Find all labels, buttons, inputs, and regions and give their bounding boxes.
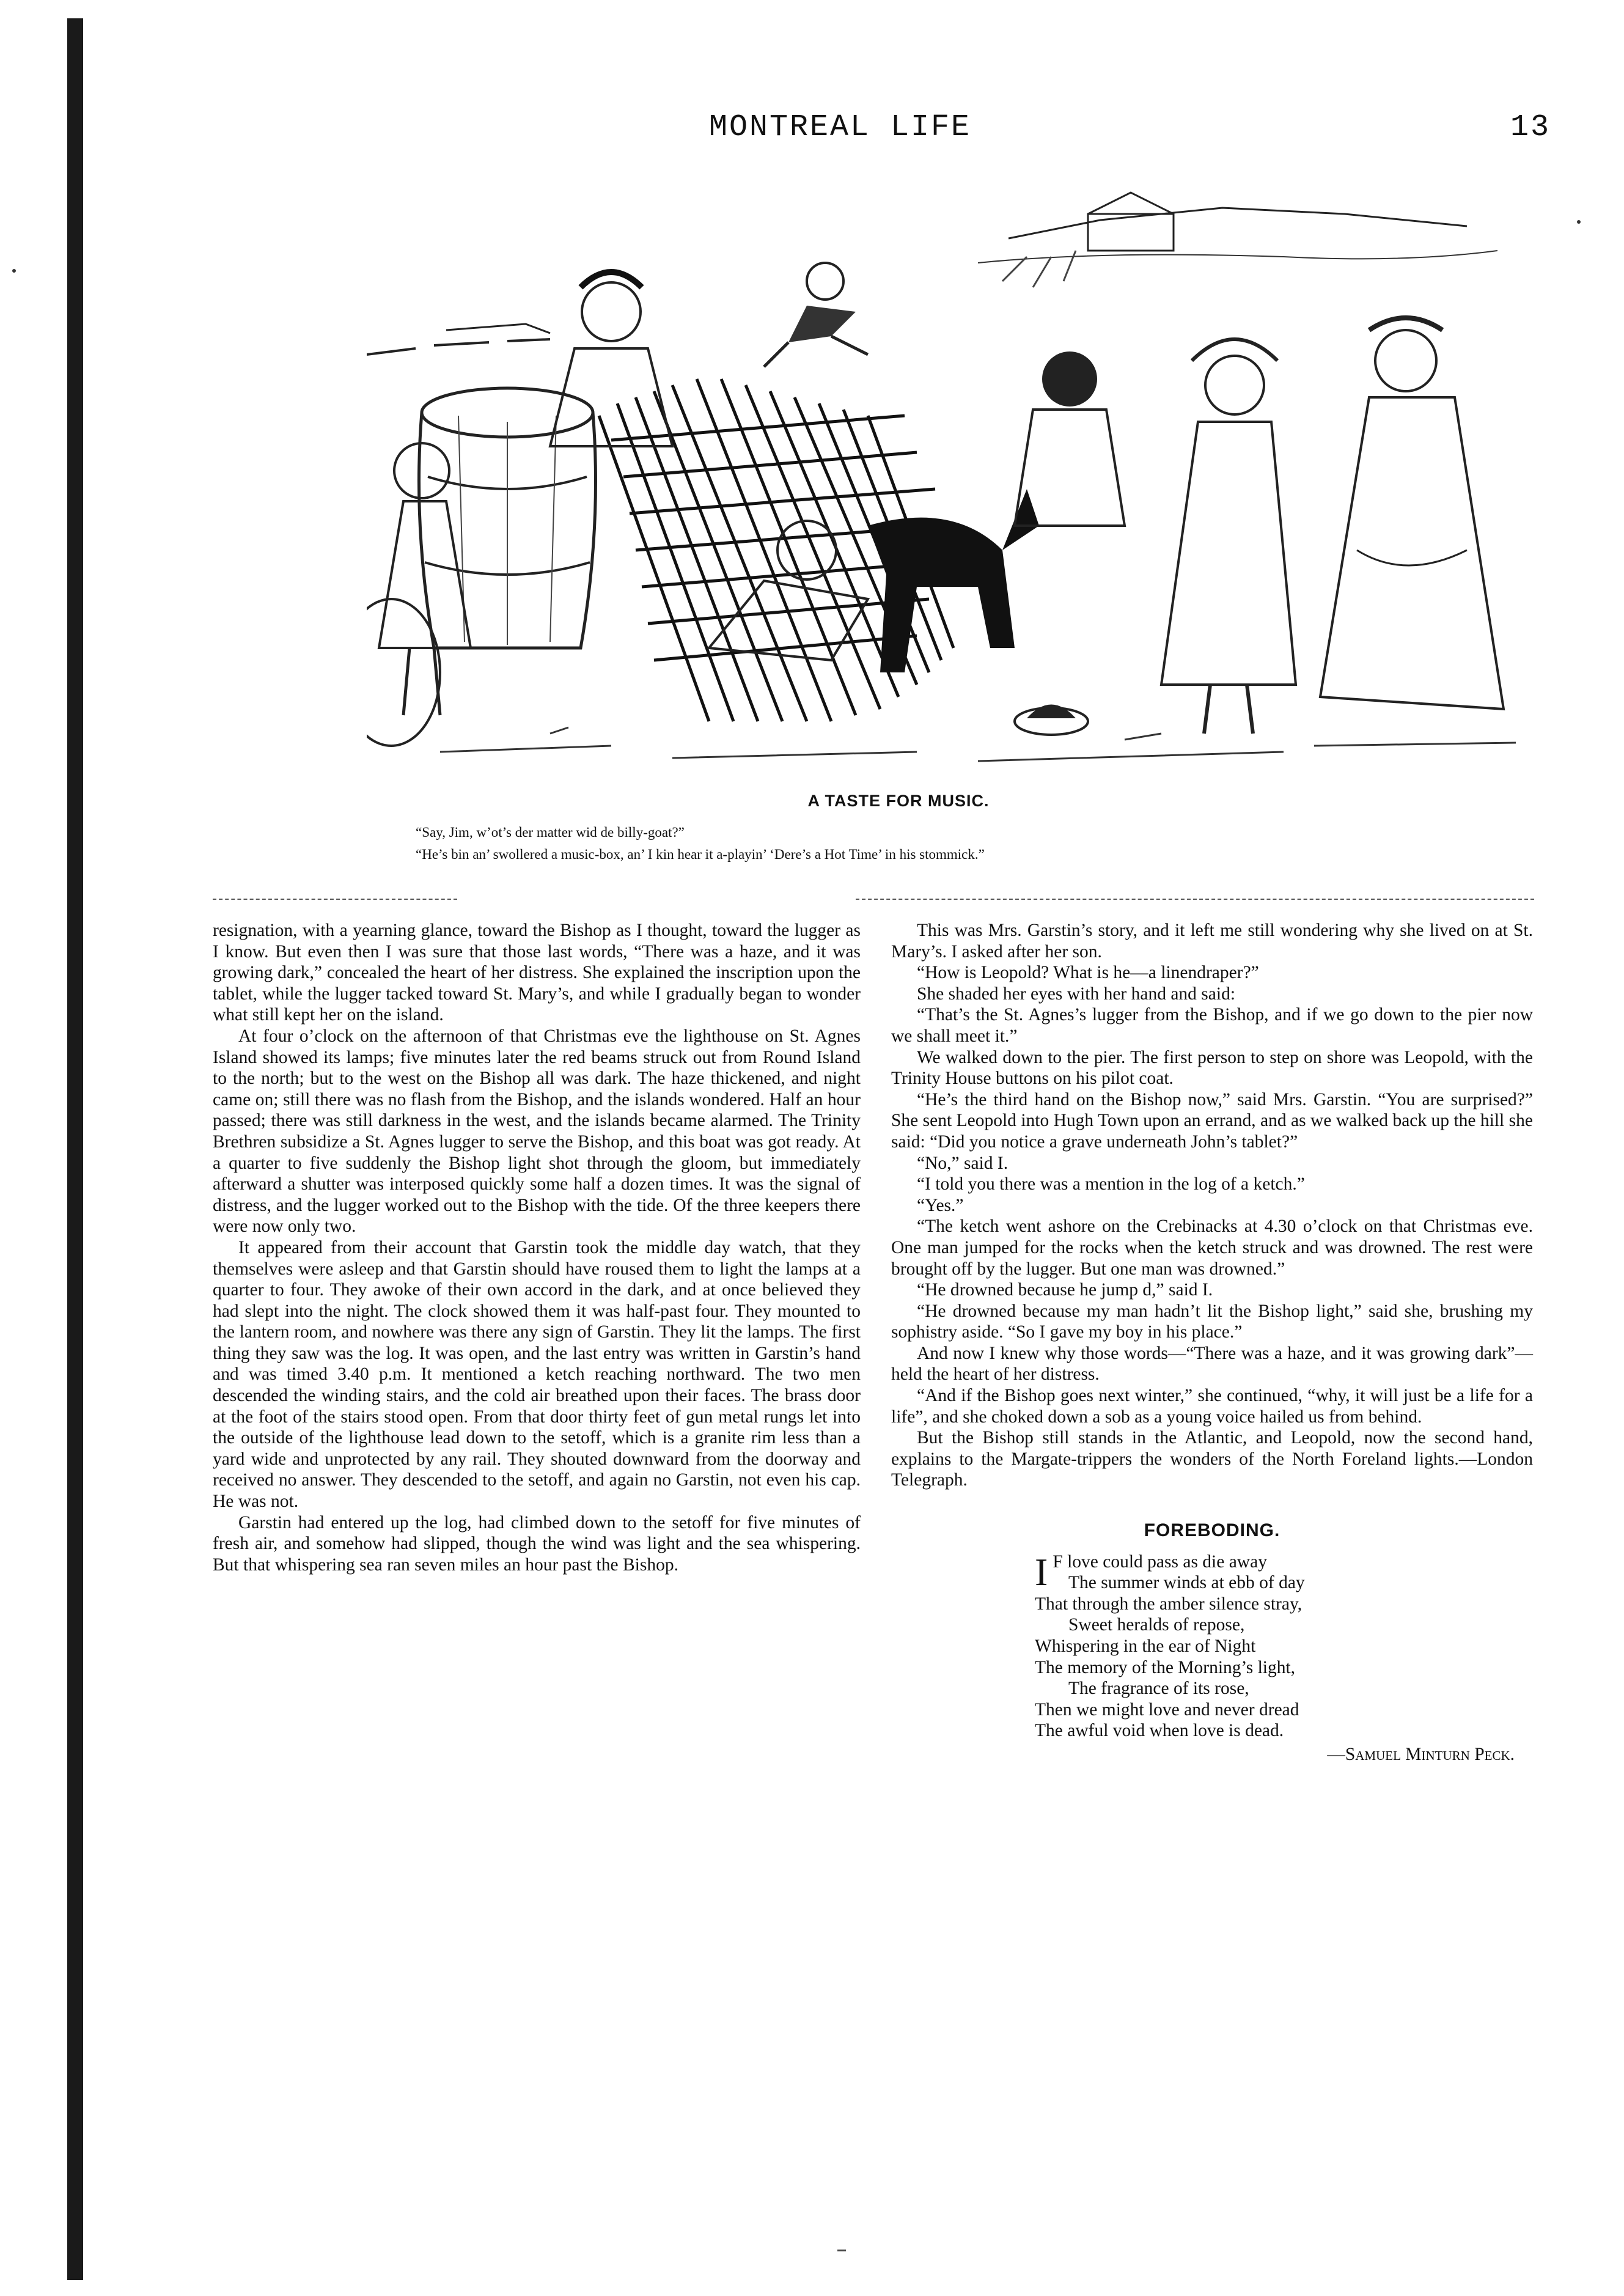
running-header (709, 110, 1551, 153)
scan-speck (12, 269, 16, 273)
article-paragraph: At four o’clock on the afternoon of that Christmas eve the lighthouse on St. Agnes Island showed its lamps; five minutes later the red beams struck out from Round Island to the north; but to the west on the Bishop all was dark. The haze thickened, and night came on; still there was no flash from the Bishop, and the islands wondered. Half an hour passed; there was still darkness in the west, and the islands became alarmed. The Trinity Brethren subsidize a St. Agnes lugger to serve the Bishop, and this boat was got ready. At a quarter to five suddenly the Bishop light shot through the gloom, but immediately afterward a shutter was interposed quickly some half a dozen times. It was the signal of distress, and the lugger worked out to the Bishop with the tide. Of the three keepers there were now only two. (213, 1026, 861, 1237)
article-paragraph: “How is Leopold? What is he—a linendraper?” (917, 963, 1259, 983)
children-and-goat-engraving (367, 183, 1528, 782)
poem-line: That through the amber silence stray, (1035, 1594, 1303, 1614)
poem-line: Whispering in the ear of Night (1035, 1636, 1256, 1656)
article-paragraph: “And if the Bishop goes next winter,” she continued, “why, it will just be a life for a life”, and she choked down a sob as a young voice hailed us from behind. (891, 1386, 1533, 1427)
poem-line: The fragrance of its rose, (1068, 1679, 1249, 1699)
article-paragraph: “He’s the third hand on the Bishop now,” said Mrs. Garstin. “You are surprised?” She sent Leopold into Hugh Town upon an errand, and as we walked back up the hill she said: “Did you notice a grave underneath John’s tablet?” (891, 1089, 1533, 1152)
article-paragraph: resignation, with a yearning glance, toward the Bishop as I thought, toward the lugger as I know. But even then I was sure that those last words, “There was a haze, and it was growing dark,” concealed the heart of her distress. She explained the inscription upon the tablet, while the lugger tacked toward St. Mary’s, and while I gradually began to wonder what still kept her on the island. (213, 921, 861, 1025)
article-paragraph: She shaded her eyes with her hand and said: (917, 984, 1236, 1004)
poem-line: The awful void when love is dead. (1035, 1721, 1284, 1741)
illustration-caption (342, 792, 1455, 866)
page-number: 13 (1510, 110, 1551, 145)
poem-line: I F love could pass as die away (1035, 1550, 1267, 1594)
poem-line: The memory of the Morning’s light, (1035, 1657, 1296, 1677)
poem-author: —Samuel Minturn Peck. (1327, 1744, 1515, 1764)
poem-line: Then we might love and never dread (1035, 1699, 1299, 1720)
poem-line: Sweet heralds of repose, (1068, 1615, 1245, 1635)
article-paragraph: This was Mrs. Garstin’s story, and it left me still wondering why she lived on at St. Mary’s. I asked after her son. (891, 921, 1533, 962)
publication-title: MONTREAL LIFE (709, 110, 972, 145)
article-paragraph: It appeared from their account that Garstin took the middle day watch, that they themselves were asleep and that Garstin should have roused them to light the lamps at a quarter to four. They awoke of their own accord in the dark, and at once believed they had slept into the night. The clock showed them it was half-past four. They mounted to the lantern room, and nowhere was there any sign of Garstin. They lit the lamps. The first thing they saw was the log. It was open, and the last entry was written in Garstin’s hand and was timed 3.40 p.m. It mentioned a ketch reaching northward. The two men descended the winding stairs, and the cold air breathed upon their faces. The brass door at the foot of the stairs stood open. From that door thirty feet of gun metal rungs let into the outside of the lighthouse lead down to the setoff, which is a granite rim less than a yard wide and unprotected by any rail. They shouted downward from the doorway and received no answer. They descended to the setoff, and again no Garstin, not even his cap. He was not. (213, 1237, 861, 1512)
article-paragraph: “I told you there was a mention in the log of a ketch.” (917, 1174, 1305, 1194)
footer-mark (837, 2250, 846, 2251)
article-paragraph: Garstin had entered up the log, had climbed down to the setoff for five minutes of fresh air, and somehow had slipped, though the wind was light and the sea whispering. But that whispering sea ran seven miles an hour past the Bishop. (213, 1512, 861, 1575)
poem-line: The summer winds at ebb of day (1068, 1573, 1305, 1593)
left-column (213, 920, 861, 1575)
article-paragraph: “Yes.” (917, 1195, 964, 1215)
article-paragraph: “The ketch went ashore on the Crebinacks at 4.30 o’clock on that Christmas eve. One man jumped for the rocks when the ketch struck and was drowned. The rest were brought off by the lugger. But one man was drowned.” (891, 1216, 1533, 1279)
scan-speck (1577, 220, 1581, 224)
caption-line: “Say, Jim, w’ot’s der matter wid de billy-goat?” (416, 825, 685, 840)
poem-title: FOREBODING. (1144, 1520, 1280, 1541)
column-rule (856, 899, 1534, 900)
poem (891, 1520, 1533, 1765)
article-paragraph: “No,” said I. (917, 1153, 1009, 1173)
article-paragraph: “He drowned because my man hadn’t lit the Bishop light,” said she, brushing my sophistry aside. “So I gave my boy in his place.” (891, 1301, 1533, 1342)
drop-cap: I (1035, 1550, 1048, 1594)
article-paragraph: “He drowned because he jump d,” said I. (917, 1280, 1213, 1300)
page-edge-rule (67, 18, 83, 2280)
right-column (891, 920, 1533, 1765)
caption-title: A TASTE FOR MUSIC. (807, 792, 990, 810)
article-paragraph: And now I knew why those words—“There was a haze, and it was growing dark”—held the heart of her distress. (891, 1343, 1533, 1385)
caption-line: “He’s bin an’ swollered a music-box, an’ I kin hear it a-playin’ ‘Dere’s a Hot Time’ in his stommick.” (416, 847, 985, 862)
article-paragraph: “That’s the St. Agnes’s lugger from the Bishop, and if we go down to the pier now we shall meet it.” (891, 1005, 1533, 1046)
article-paragraph: We walked down to the pier. The first person to step on shore was Leopold, with the Trinity House buttons on his pilot coat. (891, 1047, 1533, 1089)
article-paragraph: But the Bishop still stands in the Atlantic, and Leopold, now the second hand, explains to the Margate-trippers the wonders of the North Foreland lights.—London Telegraph. (891, 1428, 1533, 1490)
column-rule (213, 899, 457, 900)
